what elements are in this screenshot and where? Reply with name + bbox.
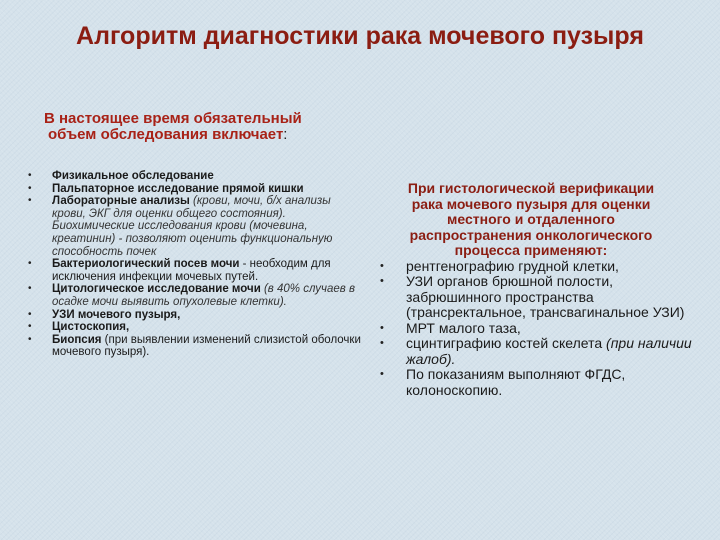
list-item: [22, 258, 367, 283]
bullet-icon: •: [380, 368, 384, 380]
list-item: [380, 336, 700, 367]
bullet-icon: •: [28, 170, 32, 181]
item-bold: Цитологическое исследование мочи: [52, 283, 261, 296]
bullet-icon: •: [380, 259, 384, 272]
item-bold: УЗИ мочевого пузыря,: [52, 308, 181, 321]
item-detail: (крови, мочи, б/х анализы крови, ЭКГ для оценки общего состояния). Биохимические исследования крови (мочевина, креатинин) - позволяют оценить функциональную способность почек: [52, 195, 333, 258]
item-text: По показаниям выполняют ФГДС, колоноскопию.: [406, 366, 626, 398]
item-bold: Цистоскопия,: [52, 321, 130, 334]
item-detail: - необходим для исключения инфекции мочевых путей.: [52, 258, 331, 283]
item-text: сцинтиграфию костей скелета: [406, 335, 603, 351]
list-item: [380, 259, 700, 275]
list-item: [380, 367, 700, 398]
right-heading: При гистологической верификации рака мочевого пузыря для оценки местного и отдаленного распространения онкологического процесса применяют:: [407, 180, 655, 258]
bullet-icon: •: [28, 308, 32, 320]
intro-heading: [44, 111, 364, 143]
intro-line-2: [44, 127, 364, 143]
item-text: МРТ малого таза,: [406, 319, 521, 336]
right-column: [380, 181, 700, 398]
bullet-icon: •: [380, 337, 384, 349]
bullet-icon: •: [28, 283, 32, 295]
bullet-icon: •: [28, 333, 32, 345]
item-bold: Физикальное обследование: [52, 170, 214, 182]
list-item: [22, 334, 367, 359]
item-italic: (при наличии жалоб).: [406, 335, 692, 367]
list-item: [22, 170, 367, 183]
left-bullet-list: [22, 170, 367, 359]
intro-line-1: В настоящее время обязательный: [44, 110, 302, 127]
slide-title: Алгоритм диагностики рака мочевого пузыря: [76, 22, 644, 50]
list-item: [22, 283, 367, 308]
intro-colon: :: [283, 126, 288, 143]
item-bold: Бактериологический посев мочи: [52, 258, 240, 271]
bullet-icon: •: [28, 195, 32, 207]
intro-line-2-text: объем обследования включает: [48, 126, 284, 143]
right-bullet-list: [380, 259, 700, 399]
item-bold: Биопсия: [52, 333, 102, 346]
list-item: [380, 321, 700, 337]
item-detail: (в 40% случаев в осадке мочи выявить опухолевые клетки).: [52, 283, 356, 308]
bullet-icon: •: [380, 275, 384, 287]
item-text: УЗИ органов брюшной полости, забрюшинного пространства (трансректальное, трансвагинальное УЗИ): [406, 273, 685, 320]
bullet-icon: •: [28, 258, 32, 270]
item-text: рентгенографию грудной клетки,: [406, 257, 619, 274]
list-item: [380, 274, 700, 321]
bullet-icon: •: [380, 321, 384, 334]
item-bold: Пальпаторное исследование прямой кишки: [52, 182, 304, 195]
bullet-icon: •: [28, 182, 32, 194]
item-bold: Лабораторные анализы: [52, 195, 190, 208]
list-item: [22, 309, 367, 322]
bullet-icon: •: [28, 321, 32, 333]
list-item: [22, 195, 367, 258]
list-item: [22, 183, 367, 196]
list-item: [22, 321, 367, 334]
item-detail: (при выявлении изменений слизистой оболочки мочевого пузыря).: [52, 333, 361, 359]
